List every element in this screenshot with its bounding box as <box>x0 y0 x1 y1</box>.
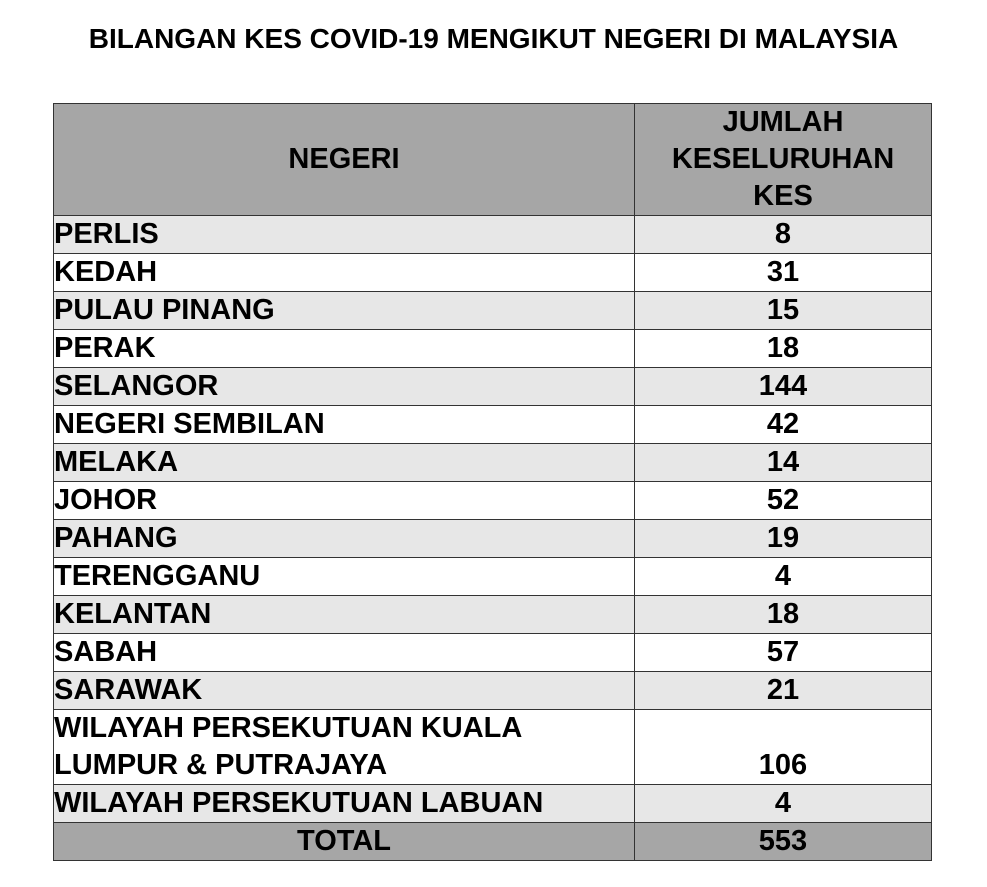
column-header-total-cases <box>635 104 932 216</box>
column-header-state: NEGERI <box>54 104 635 216</box>
table-row <box>54 785 932 823</box>
state-name-cell: MELAKA <box>54 444 635 482</box>
table-row <box>54 254 932 292</box>
table-row <box>54 558 932 596</box>
state-name-line: LUMPUR & PUTRAJAYA <box>54 749 388 781</box>
column-header-line: KES <box>753 180 813 212</box>
table-row <box>54 330 932 368</box>
table-row <box>54 710 932 785</box>
table-row <box>54 406 932 444</box>
table-header-row <box>54 104 932 216</box>
case-count-cell: 4 <box>635 785 932 823</box>
state-name-cell: PERLIS <box>54 216 635 254</box>
total-count-cell: 553 <box>635 823 932 861</box>
state-name-cell: KEDAH <box>54 254 635 292</box>
total-row <box>54 823 932 861</box>
case-count-cell: 52 <box>635 482 932 520</box>
case-count-cell: 42 <box>635 406 932 444</box>
table-row <box>54 444 932 482</box>
state-name-cell: WILAYAH PERSEKUTUAN LABUAN <box>54 785 635 823</box>
state-name-cell: PAHANG <box>54 520 635 558</box>
state-name-cell: SARAWAK <box>54 672 635 710</box>
case-count-cell: 15 <box>635 292 932 330</box>
state-name-cell: SELANGOR <box>54 368 635 406</box>
state-name-cell: TERENGGANU <box>54 558 635 596</box>
case-count-cell: 8 <box>635 216 932 254</box>
case-count-cell: 18 <box>635 596 932 634</box>
state-name-line: WILAYAH PERSEKUTUAN KUALA <box>54 712 523 744</box>
state-name-cell: PULAU PINANG <box>54 292 635 330</box>
case-count-cell: 21 <box>635 672 932 710</box>
table-row <box>54 672 932 710</box>
case-count-cell: 106 <box>635 710 932 785</box>
column-header-line: JUMLAH <box>722 106 844 138</box>
case-count-cell: 18 <box>635 330 932 368</box>
table-row <box>54 596 932 634</box>
page-title: BILANGAN KES COVID-19 MENGIKUT NEGERI DI MALAYSIA <box>88 23 899 54</box>
total-label-cell: TOTAL <box>54 823 635 861</box>
state-name-cell: NEGERI SEMBILAN <box>54 406 635 444</box>
case-count-cell: 14 <box>635 444 932 482</box>
case-count-cell: 144 <box>635 368 932 406</box>
state-name-cell: JOHOR <box>54 482 635 520</box>
table-row <box>54 482 932 520</box>
table-row <box>54 216 932 254</box>
state-name-cell: KELANTAN <box>54 596 635 634</box>
table-row <box>54 292 932 330</box>
table-row <box>54 520 932 558</box>
state-name-cell: PERAK <box>54 330 635 368</box>
case-count-cell: 57 <box>635 634 932 672</box>
case-count-cell: 19 <box>635 520 932 558</box>
column-header-line: KESELURUHAN <box>671 143 895 175</box>
state-name-cell <box>54 710 635 785</box>
covid-cases-table <box>53 103 932 861</box>
case-count-cell: 31 <box>635 254 932 292</box>
case-count-cell: 4 <box>635 558 932 596</box>
table-row <box>54 634 932 672</box>
table-row <box>54 368 932 406</box>
state-name-cell: SABAH <box>54 634 635 672</box>
